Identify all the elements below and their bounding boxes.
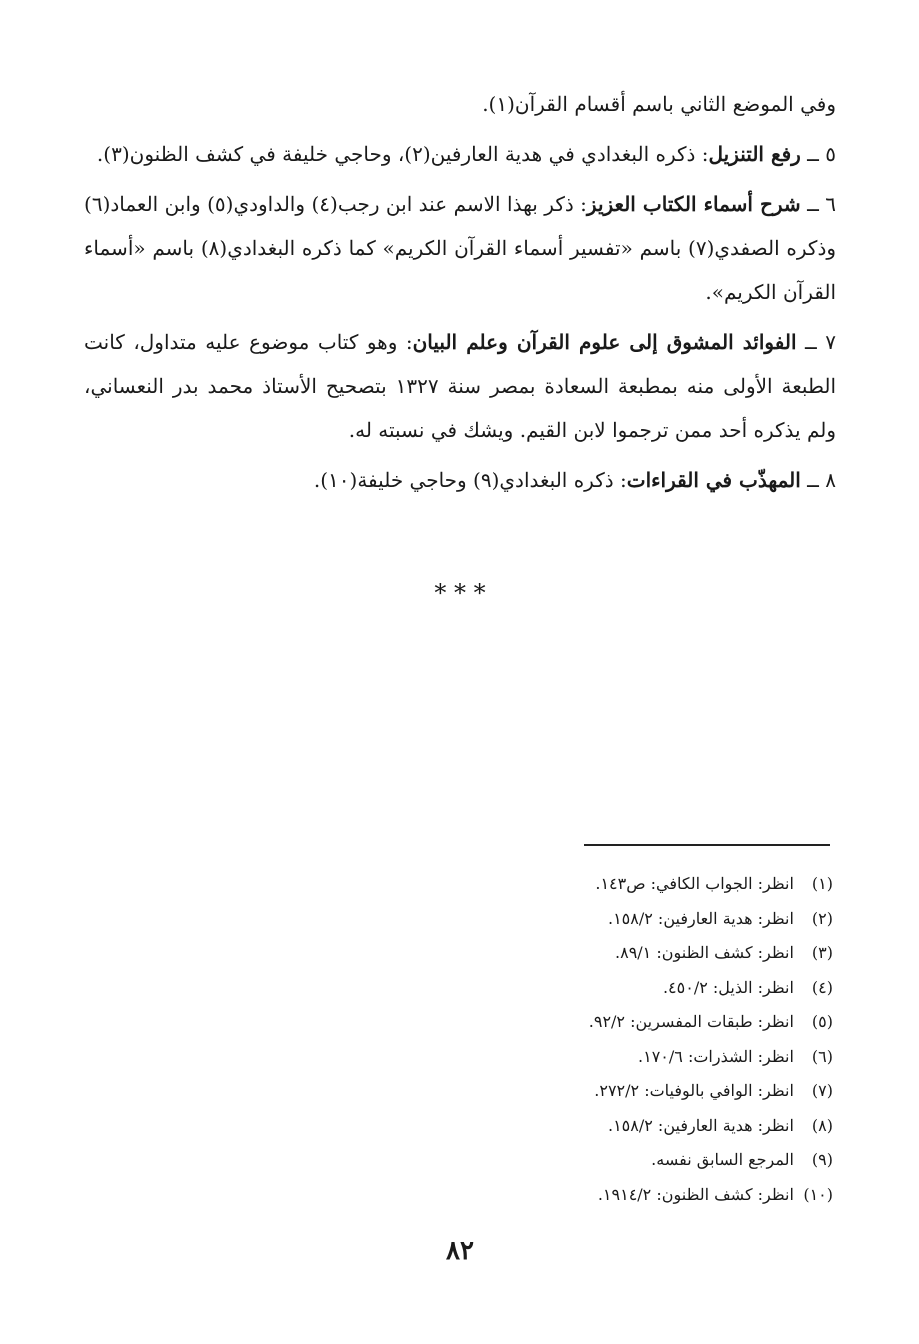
- footnote-text: انظر: الشذرات: ١٧٠/٦.: [638, 1046, 794, 1066]
- footnote-divider: [584, 844, 830, 846]
- section-separator: * * *: [434, 579, 486, 607]
- footnote-number: (١): [811, 874, 833, 893]
- footnote-number: (٥): [811, 1012, 833, 1031]
- paragraph-lead: ٦ ــ: [800, 192, 837, 216]
- footnotes-list: [333, 867, 833, 1212]
- footnote-item: [333, 936, 833, 971]
- paragraph-text: : ذكره البغدادي(٩) وحاجي خليفة(١٠).: [313, 468, 627, 492]
- footnote-text: المرجع السابق نفسه.: [651, 1150, 794, 1169]
- footnote-text: انظر: طبقات المفسرين: ٩٢/٢.: [588, 1012, 794, 1031]
- footnote-item: [333, 1109, 833, 1144]
- page-number: ٨٢: [446, 1236, 474, 1266]
- footnote-text: انظر: الذيل: ٤٥٠/٢.: [662, 977, 794, 997]
- footnote-text: انظر: كشف الظنون: ١٩١٤/٢.: [597, 1184, 794, 1204]
- paragraph-lead: ٥ ــ: [800, 142, 836, 166]
- footnote-number: (٣): [811, 943, 833, 962]
- paragraph-item-6: [84, 182, 836, 314]
- footnote-number: (٩): [811, 1150, 833, 1169]
- paragraph-text: وفي الموضع الثاني باسم أقسام القرآن(١).: [482, 92, 836, 116]
- footnote-text: انظر: الجواب الكافي: ص١٤٣.: [595, 874, 794, 893]
- footnote-number: (١٠): [803, 1184, 833, 1204]
- paragraph-text: : وهو كتاب موضوع عليه متداول، كانت الطبعة الأولى منه بمطبعة السعادة بمصر سنة ١٣٢٧ بتصحيح الأستاذ محمد بدر النعساني، ولم يذكره أحد ممن ترجموا لابن القيم. ويشك في نسبته له.: [84, 330, 836, 442]
- footnote-item: [333, 1040, 833, 1075]
- footnote-number: (٤): [811, 977, 833, 997]
- footnote-text: انظر: كشف الظنون: ٨٩/١.: [615, 943, 794, 962]
- paragraph-text: : ذكر بهذا الاسم عند ابن رجب(٤) والداودي(٥) وابن العماد(٦) وذكره الصفدي(٧) باسم «تفسير أسماء القرآن الكريم» كما ذكره البغدادي(٨) باسم «أسماء القرآن الكريم».: [84, 192, 837, 304]
- footnote-item: [333, 971, 833, 1006]
- paragraph-heading: رفع التنزيل: [708, 142, 801, 166]
- footnote-number: (٨): [811, 1115, 833, 1135]
- footnote-number: (٦): [811, 1046, 833, 1066]
- footnote-item: [333, 1178, 833, 1213]
- paragraph-heading: شرح أسماء الكتاب العزيز: [586, 192, 801, 216]
- paragraph-item-5: [84, 132, 836, 176]
- paragraph-lead: ٨ ــ: [800, 468, 836, 492]
- paragraph-text: : ذكره البغدادي في هدية العارفين(٢)، وحاجي خليفة في كشف الظنون(٣).: [96, 142, 709, 166]
- footnote-item: [333, 902, 833, 937]
- paragraph-item-8: [84, 458, 836, 502]
- footnote-item: [333, 867, 833, 902]
- footnote-text: انظر: الوافي بالوفيات: ٢٧٢/٢.: [594, 1081, 794, 1100]
- paragraph-continuation: [84, 82, 836, 126]
- paragraph-heading: المهذّب في القراءات: [626, 468, 801, 492]
- paragraph-item-7: [84, 320, 836, 452]
- main-text: [84, 82, 836, 508]
- footnote-text: انظر: هدية العارفين: ١٥٨/٢.: [607, 1115, 794, 1135]
- footnote-text: انظر: هدية العارفين: ١٥٨/٢.: [607, 908, 794, 928]
- footnote-number: (٧): [811, 1081, 833, 1100]
- footnote-item: [333, 1074, 833, 1109]
- footnote-number: (٢): [811, 908, 833, 928]
- paragraph-heading: الفوائد المشوق إلى علوم القرآن وعلم البيان: [412, 330, 797, 354]
- paragraph-lead: ٧ ــ: [796, 330, 836, 354]
- footnote-item: [333, 1005, 833, 1040]
- footnote-item: [333, 1143, 833, 1178]
